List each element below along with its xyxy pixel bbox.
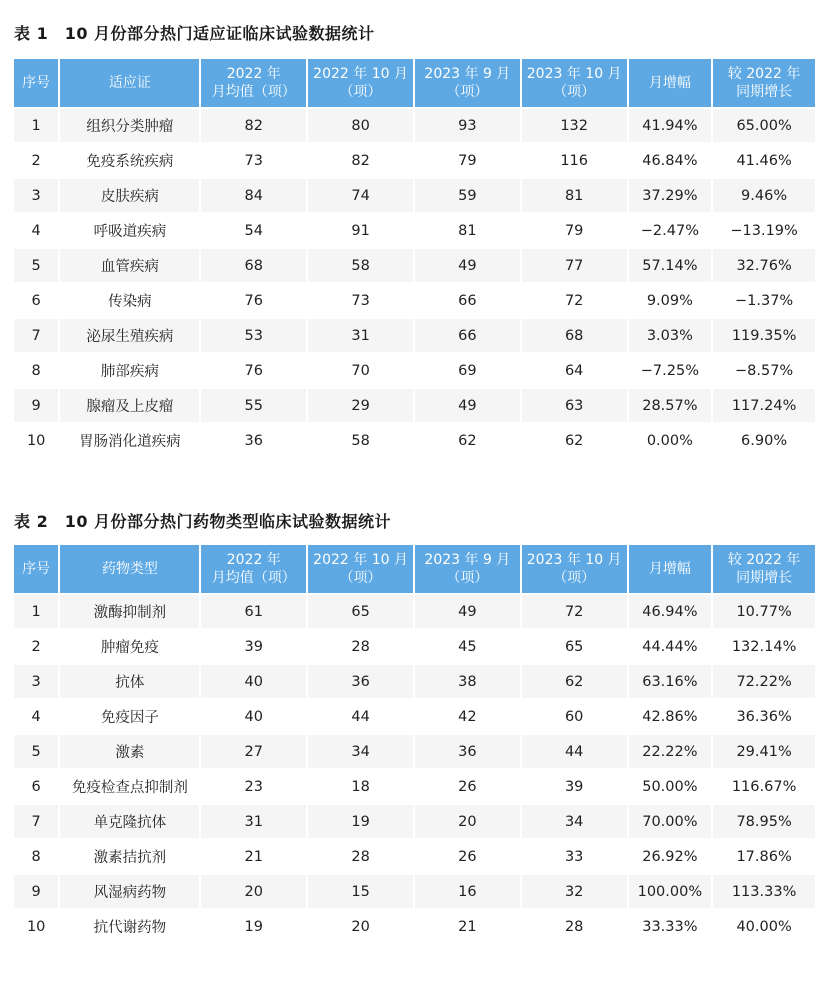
table2-header-cell [629,545,712,593]
table-cell: 36 [308,665,413,698]
table-cell: 26.92% [629,840,712,873]
header-label: 序号 [22,75,51,91]
table-cell: 72.22% [713,665,815,698]
table-cell: 9 [14,389,58,422]
table-cell: 116 [522,144,627,177]
table2-header-cell [14,545,58,593]
table-cell: 33 [522,840,627,873]
table-cell: 58 [308,249,413,282]
table-cell: 36.36% [713,700,815,733]
header-label: 2022 年 10 月 [313,66,408,82]
table-cell: 53 [201,319,306,352]
table-cell: 免疫系统疾病 [60,144,199,177]
table-cell: 21 [415,910,520,943]
table-cell: 44 [522,735,627,768]
table-cell: 8 [14,354,58,387]
table-cell: 65 [522,630,627,663]
table2-header-row [14,545,815,593]
table-cell: 66 [415,319,520,352]
table-cell: 44.44% [629,630,712,663]
table-row [14,875,815,908]
table-cell: 45 [415,630,520,663]
table-cell: 119.35% [713,319,815,352]
table-cell: 39 [522,770,627,803]
table-cell: 8 [14,840,58,873]
table-cell: 78.95% [713,805,815,838]
table-cell: 抗体 [60,665,199,698]
header-label: 序号 [22,561,51,577]
table-cell: 63.16% [629,665,712,698]
table-cell: 32.76% [713,249,815,282]
table-cell: 57.14% [629,249,712,282]
table-cell: 21 [201,840,306,873]
table-cell: 20 [415,805,520,838]
table-cell: 10 [14,424,58,457]
table-cell: 79 [522,214,627,247]
header-label: 月均值（项） [211,84,296,100]
header-label: （项） [553,84,596,100]
table-cell: 28 [308,630,413,663]
table2-header-cell [415,545,520,593]
table-cell: 70.00% [629,805,712,838]
header-label: 2022 年 10 月 [313,552,408,568]
table-cell: 6 [14,770,58,803]
table-row [14,389,815,422]
table-cell: 血管疾病 [60,249,199,282]
table-cell: 28 [308,840,413,873]
table-cell: 9.46% [713,179,815,212]
header-label: 月增幅 [648,75,691,91]
table-row [14,354,815,387]
table-cell: 65.00% [713,109,815,142]
table-row [14,319,815,352]
table-cell: 32 [522,875,627,908]
table-cell: 54 [201,214,306,247]
table-cell: 59 [415,179,520,212]
table1-header-cell [60,59,199,107]
table-cell: 2 [14,630,58,663]
header-label: 2023 年 10 月 [526,552,622,568]
table-cell: 9 [14,875,58,908]
table-cell: 70 [308,354,413,387]
table-cell: 61 [201,595,306,628]
table-cell: 76 [201,284,306,317]
table-cell: 55 [201,389,306,422]
table-cell: 7 [14,319,58,352]
table-cell: 81 [522,179,627,212]
table-cell: 84 [201,179,306,212]
table-cell: 5 [14,735,58,768]
table-cell: 76 [201,354,306,387]
table-cell: 68 [201,249,306,282]
drug-type-table [12,543,817,945]
table2-header-cell [308,545,413,593]
table-cell: 18 [308,770,413,803]
table-cell: 74 [308,179,413,212]
table-cell: 15 [308,875,413,908]
table-row [14,840,815,873]
table-cell: 93 [415,109,520,142]
table-cell: 10 [14,910,58,943]
table-cell: 组织分类肿瘤 [60,109,199,142]
table-cell: 40 [201,700,306,733]
table2-header-cell [60,545,199,593]
table-cell: 19 [308,805,413,838]
table-row [14,665,815,698]
header-label: 2022 年 [226,552,281,568]
table-cell: 单克隆抗体 [60,805,199,838]
table1-header-cell [629,59,712,107]
header-label: （项） [446,84,489,100]
table-cell: 29 [308,389,413,422]
table-cell: −13.19% [713,214,815,247]
table1-body [14,109,815,457]
table-cell: 39 [201,630,306,663]
header-label: 较 2022 年 [727,552,801,568]
table-cell: 9.09% [629,284,712,317]
table-cell: 36 [201,424,306,457]
header-label: （项） [339,570,382,586]
header-label: 2023 年 9 月 [424,552,511,568]
table2-header-cell [201,545,306,593]
table-cell: 80 [308,109,413,142]
table-cell: 激酶抑制剂 [60,595,199,628]
header-label: 适应证 [108,75,151,91]
table-cell: 抗代谢药物 [60,910,199,943]
table-cell: 82 [308,144,413,177]
table-cell: 17.86% [713,840,815,873]
table-cell: 1 [14,109,58,142]
table1-header-cell [201,59,306,107]
table-cell: 26 [415,770,520,803]
table-cell: 132.14% [713,630,815,663]
table-row [14,109,815,142]
table-cell: 81 [415,214,520,247]
table-cell: 38 [415,665,520,698]
table-row [14,424,815,457]
table-cell: 10.77% [713,595,815,628]
header-label: 月均值（项） [211,570,296,586]
table-cell: 49 [415,595,520,628]
table-cell: 64 [522,354,627,387]
table-row [14,770,815,803]
table-cell: 34 [522,805,627,838]
header-label: （项） [339,84,382,100]
header-label: 同期增长 [736,570,793,586]
table-row [14,144,815,177]
table-cell: 肺部疾病 [60,354,199,387]
table-cell: 72 [522,284,627,317]
table-cell: 免疫检查点抑制剂 [60,770,199,803]
table-cell: 23 [201,770,306,803]
header-label: 同期增长 [736,84,793,100]
table-cell: 20 [201,875,306,908]
table-cell: 42 [415,700,520,733]
table-cell: 34 [308,735,413,768]
table-cell: 63 [522,389,627,422]
table-cell: 40.00% [713,910,815,943]
table1-header-cell [522,59,627,107]
header-label: 药物类型 [101,561,158,577]
table-cell: 65 [308,595,413,628]
table-cell: 46.84% [629,144,712,177]
table1-header-cell [415,59,520,107]
header-label: 2023 年 10 月 [526,66,622,82]
table-cell: 50.00% [629,770,712,803]
table-cell: 7 [14,805,58,838]
table2-caption: 表 2 10 月份部分热门药物类型临床试验数据统计 [14,512,392,531]
table-cell: 28.57% [629,389,712,422]
table-cell: 22.22% [629,735,712,768]
table2-header-cell [713,545,815,593]
table2-body [14,595,815,943]
table-row [14,910,815,943]
table-row [14,700,815,733]
table-cell: 36 [415,735,520,768]
table-cell: 62 [522,665,627,698]
table-cell: −2.47% [629,214,712,247]
table-cell: 肿瘤免疫 [60,630,199,663]
header-label: （项） [446,570,489,586]
table-cell: 19 [201,910,306,943]
table-row [14,595,815,628]
table1-caption: 表 1 10 月份部分热门适应证临床试验数据统计 [14,24,375,43]
table-row [14,249,815,282]
table-cell: 113.33% [713,875,815,908]
table-row [14,630,815,663]
table-cell: 60 [522,700,627,733]
table-cell: 0.00% [629,424,712,457]
header-label: 2023 年 9 月 [424,66,511,82]
table-cell: 100.00% [629,875,712,908]
table-cell: 激素 [60,735,199,768]
table-cell: 66 [415,284,520,317]
table-cell: 40 [201,665,306,698]
table-cell: 117.24% [713,389,815,422]
table-cell: 29.41% [713,735,815,768]
table-cell: −8.57% [713,354,815,387]
table-cell: 31 [201,805,306,838]
table-cell: 44 [308,700,413,733]
table-cell: 41.46% [713,144,815,177]
table-cell: 4 [14,214,58,247]
table-cell: 免疫因子 [60,700,199,733]
table-cell: 1 [14,595,58,628]
table-row [14,179,815,212]
table-cell: 27 [201,735,306,768]
table-row [14,805,815,838]
table-cell: 73 [308,284,413,317]
table-cell: 69 [415,354,520,387]
table-cell: 20 [308,910,413,943]
table-cell: 26 [415,840,520,873]
table-cell: 62 [415,424,520,457]
table-cell: 31 [308,319,413,352]
table-row [14,284,815,317]
table-cell: −7.25% [629,354,712,387]
table1-header-cell [713,59,815,107]
table-cell: 2 [14,144,58,177]
table-row [14,214,815,247]
table-cell: 58 [308,424,413,457]
table1-header-cell [308,59,413,107]
table-row [14,735,815,768]
table1-header-row [14,59,815,107]
header-label: 较 2022 年 [727,66,801,82]
header-label: （项） [553,570,596,586]
table-cell: 腺瘤及上皮瘤 [60,389,199,422]
table-cell: 77 [522,249,627,282]
table-cell: 62 [522,424,627,457]
table-cell: 呼吸道疾病 [60,214,199,247]
table-cell: 16 [415,875,520,908]
table-cell: 3 [14,179,58,212]
table-cell: 73 [201,144,306,177]
table-cell: 37.29% [629,179,712,212]
indication-table [12,57,817,459]
table-cell: 49 [415,389,520,422]
table-cell: 3 [14,665,58,698]
table-cell: −1.37% [713,284,815,317]
table-cell: 5 [14,249,58,282]
table1-header-cell [14,59,58,107]
table-cell: 6.90% [713,424,815,457]
table-cell: 116.67% [713,770,815,803]
table2-header-cell [522,545,627,593]
table-cell: 皮肤疾病 [60,179,199,212]
table-cell: 72 [522,595,627,628]
table-cell: 传染病 [60,284,199,317]
table-cell: 82 [201,109,306,142]
table-cell: 28 [522,910,627,943]
table-cell: 46.94% [629,595,712,628]
table-cell: 132 [522,109,627,142]
table-cell: 6 [14,284,58,317]
table-cell: 33.33% [629,910,712,943]
table-cell: 胃肠消化道疾病 [60,424,199,457]
table-cell: 4 [14,700,58,733]
table-cell: 41.94% [629,109,712,142]
header-label: 2022 年 [226,66,281,82]
table-cell: 79 [415,144,520,177]
table-cell: 风湿病药物 [60,875,199,908]
table-cell: 68 [522,319,627,352]
header-label: 月增幅 [648,561,691,577]
table-cell: 49 [415,249,520,282]
table-cell: 91 [308,214,413,247]
table-cell: 泌尿生殖疾病 [60,319,199,352]
table-cell: 3.03% [629,319,712,352]
table-cell: 激素拮抗剂 [60,840,199,873]
table-cell: 42.86% [629,700,712,733]
